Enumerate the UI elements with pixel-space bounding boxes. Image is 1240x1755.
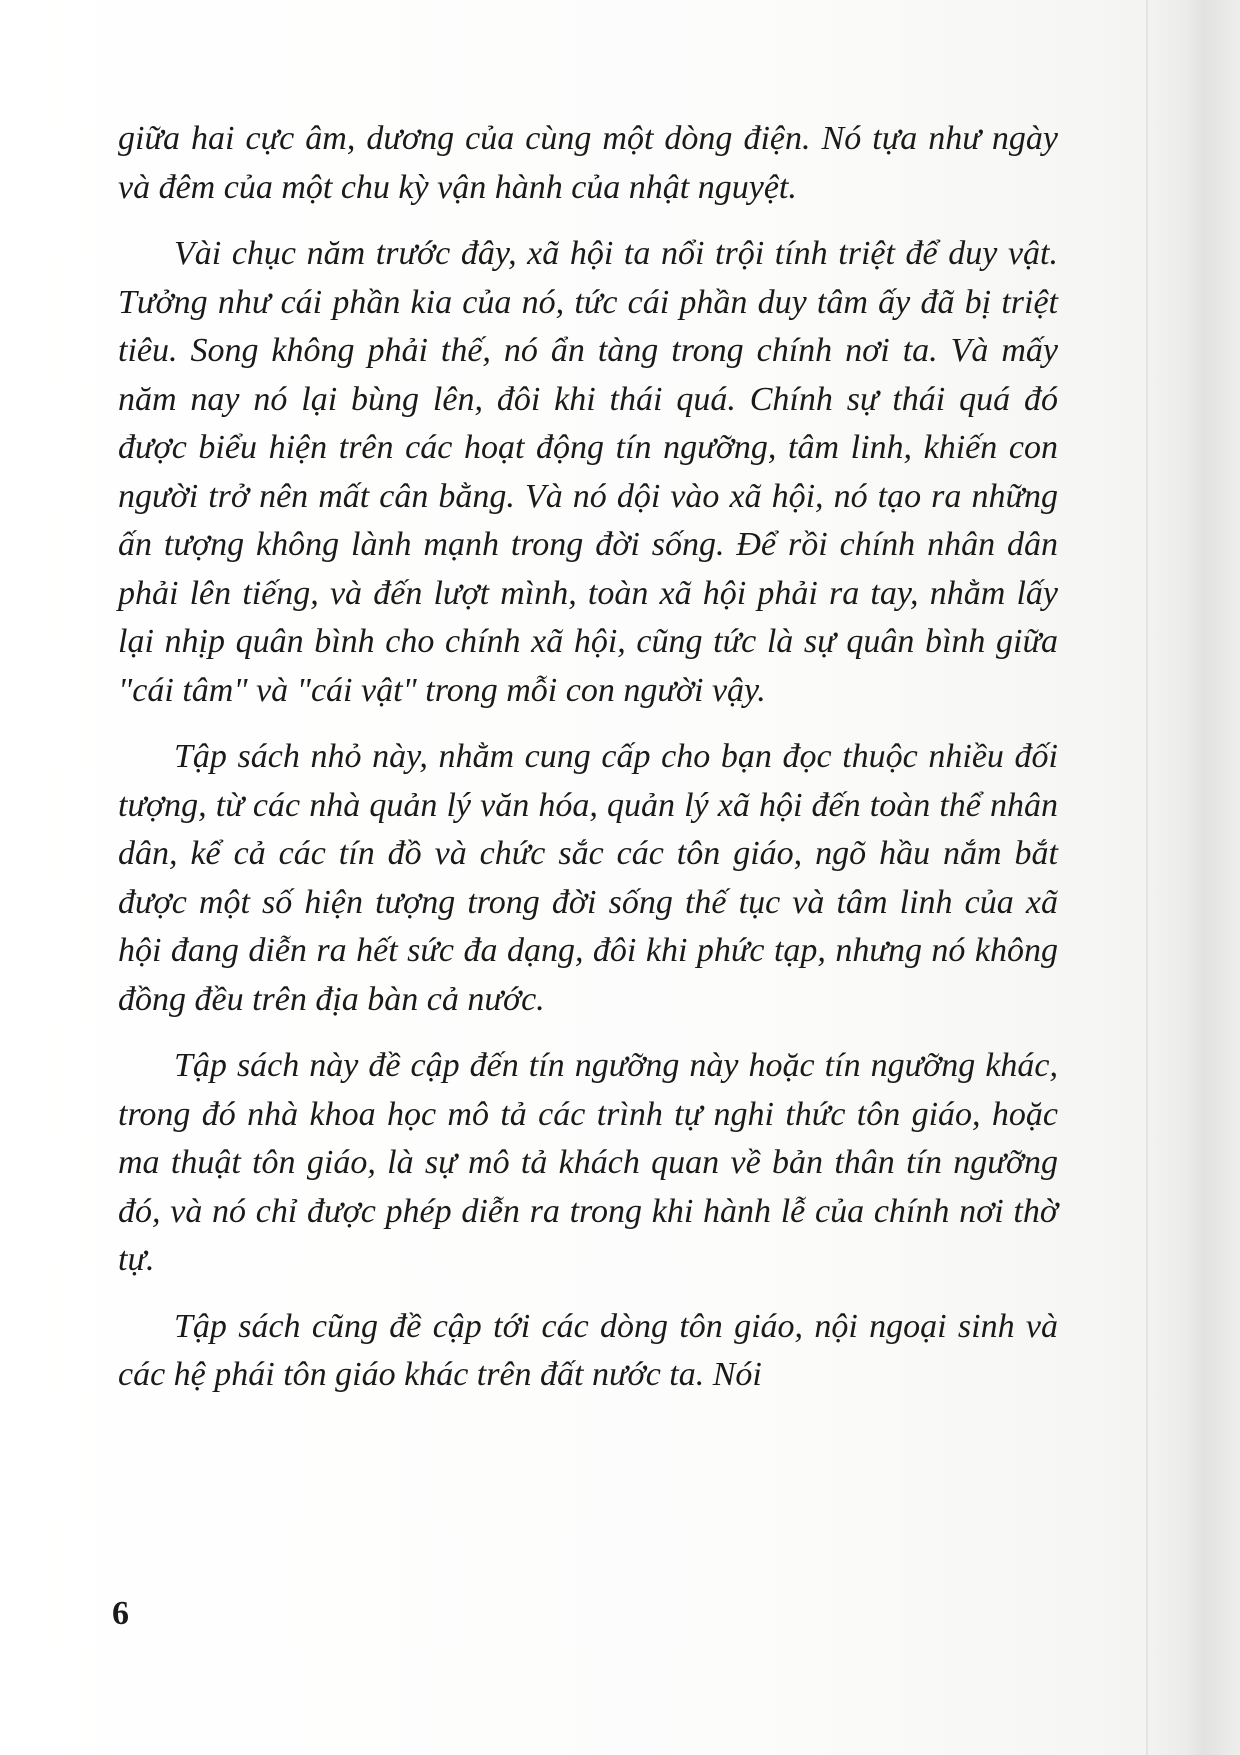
paragraph-1: giữa hai cực âm, dương của cùng một dòng điện. Nó tựa như ngày và đêm của một chu kỳ vận hành của nhật nguyệt. [118,120,1058,206]
paragraph-3: Tập sách nhỏ này, nhằm cung cấp cho bạn đọc thuộc nhiều đối tượng, từ các nhà quản lý văn hóa, quản lý xã hội đến toàn thể nhân dân, kể cả các tín đồ và chức sắc các tôn giáo, ngõ hầu nắm bắt được một số hiện tượng trong đời sống thế tục và tâm linh của xã hội đang diễn ra hết sức đa dạng, đôi khi phức tạp, nhưng nó không đồng đều trên địa bàn cả nước. [118,738,1058,1018]
paragraph-2: Vài chục năm trước đây, xã hội ta nổi trội tính triệt để duy vật. Tưởng như cái phần kia của nó, tức cái phần duy tâm ấy đã bị triệt tiêu. Song không phải thế, nó ẩn tàng trong chính nơi ta. Và mấy năm nay nó lại bùng lên, đôi khi thái quá. Chính sự thái quá đó được biểu hiện trên các hoạt động tín ngưỡng, tâm linh, khiến con người trở nên mất cân bằng. Và nó dội vào xã hội, nó tạo ra những ấn tượng không lành mạnh trong đời sống. Để rồi chính nhân dân phải lên tiếng, và đến lượt mình, toàn xã hội phải ra tay, nhằm lấy lại nhịp quân bình cho chính xã hội, cũng tức là sự quân bình giữa "cái tâm" và "cái vật" trong mỗi con người vậy. [118,235,1058,709]
page-edge [1146,0,1148,1755]
page-margin-shadow [1150,0,1240,1755]
paragraph-5: Tập sách cũng đề cập tới các dòng tôn giáo, nội ngoại sinh và các hệ phái tôn giáo khác trên đất nước ta. Nói [118,1307,1058,1393]
page-number: 6 [112,1595,129,1632]
paragraph-4: Tập sách này đề cập đến tín ngưỡng này hoặc tín ngưỡng khác, trong đó nhà khoa học mô tả các trình tự nghi thức tôn giáo, hoặc ma thuật tôn giáo, là sự mô tả khách quan về bản thân tín ngưỡng đó, và nó chỉ được phép diễn ra trong khi hành lễ của chính nơi thờ tự. [118,1047,1058,1278]
body-text [118,115,1058,1400]
